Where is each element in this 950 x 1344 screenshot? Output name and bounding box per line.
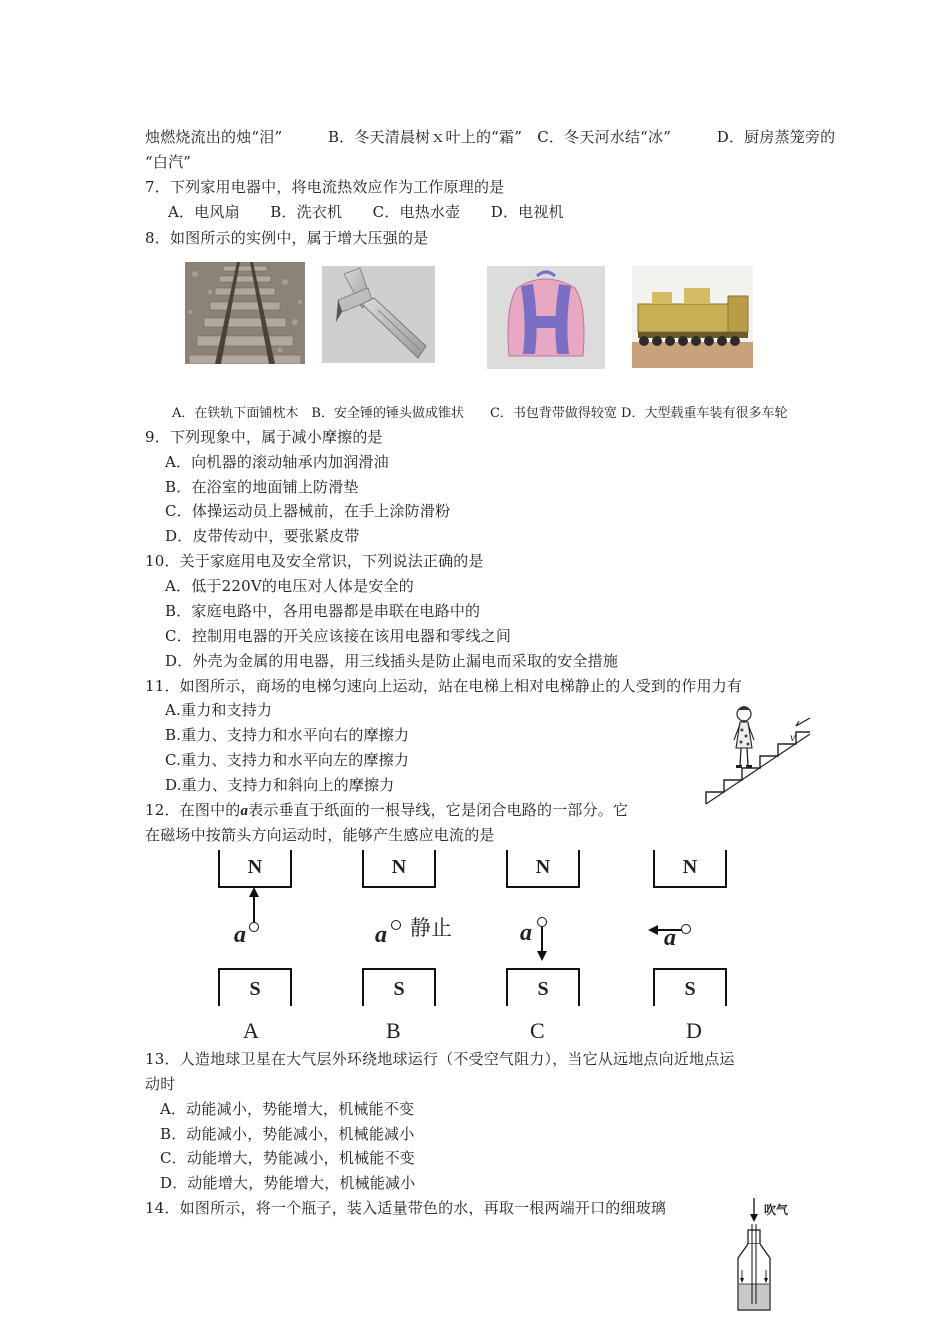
q7-stem: 7．下列家用电器中，将电流热效应作为工作原理的是	[145, 178, 505, 196]
q6-options-line-cont: “白汽”	[145, 153, 192, 171]
q12-b-wire-label: a	[375, 922, 387, 948]
q12-b-wire-circle	[391, 920, 401, 930]
q7-options: A．电风扇 B．洗衣机 C．电热水壶 D．电视机	[168, 203, 564, 221]
q9-option-c: C．体操运动员上器械前，在手上涂防滑粉	[165, 502, 451, 520]
q12-c-wire-circle	[537, 917, 547, 927]
q12-c-arrow-down	[534, 927, 550, 963]
q12-a-magnet-n	[218, 850, 292, 888]
q8-image-backpack	[487, 266, 605, 369]
q12-label-c: C	[530, 1018, 545, 1043]
q8-image-rail-track	[185, 262, 305, 364]
q11-option-a: A.重力和支持力	[165, 701, 273, 719]
q12-a-wire-circle	[249, 922, 259, 932]
q12-c-pole-s: S	[537, 978, 549, 1000]
q9-stem: 9．下列现象中，属于减小摩擦的是	[145, 428, 383, 446]
q11-figure-escalator	[700, 700, 815, 808]
q12-d-wire-label: a	[664, 925, 676, 951]
q12-label-b: B	[386, 1018, 401, 1043]
q13-option-d: D．动能增大，势能增大，机械能减小	[160, 1174, 416, 1192]
q12-d-magnet-s	[653, 968, 727, 1006]
q12-label-a: A	[243, 1018, 259, 1043]
q12-stem-line1	[145, 800, 628, 821]
q12-stem-line2: 在磁场中按箭头方向运动时，能够产生感应电流的是	[145, 826, 495, 844]
q10-stem: 10．关于家庭用电及安全常识，下列说法正确的是	[145, 552, 484, 570]
q12-a-arrow-up	[246, 887, 262, 927]
q6-options-line: 烛燃烧流出的烛“泪” B．冬天清晨树ｘ叶上的“霜” C．冬天河水结“冰” D．厨房蒸笼旁的	[145, 128, 836, 146]
q14-blow-label: 吹气	[764, 1203, 789, 1217]
q10-option-d: D．外壳为金属的用电器，用三线插头是防止漏电而采取的安全措施	[165, 652, 619, 670]
q12-a-pole-n: N	[247, 856, 263, 878]
q12-a-magnet-s	[218, 968, 292, 1006]
q12-d-pole-s: S	[684, 978, 696, 1000]
q9-option-d: D．皮带传动中，要张紧皮带	[165, 527, 360, 545]
q12-label-d: D	[686, 1018, 702, 1043]
q11-option-d: D.重力、支持力和斜向上的摩擦力	[165, 776, 395, 794]
q13-option-c: C．动能增大，势能减小，机械能不变	[160, 1149, 415, 1167]
q13-option-b: B．动能减小，势能减小，机械能减小	[160, 1125, 415, 1143]
q12-c-magnet-s	[506, 968, 580, 1006]
q13-stem-line2: 动时	[145, 1075, 176, 1093]
q12-stem-part2: 表示垂直于纸面的一根导线，它是闭合电路的一部分。它	[248, 801, 629, 819]
q11-option-c: C.重力、支持力和水平向左的摩擦力	[165, 751, 410, 769]
q12-a-wire-label: a	[234, 922, 246, 948]
q8-image-safety-hammer	[322, 266, 435, 363]
q12-c-wire-label: a	[520, 920, 532, 946]
q12-b-pole-s: S	[393, 978, 405, 1000]
q14-stem: 14．如图所示，将一个瓶子，装入适量带色的水，再取一根两端开口的细玻璃	[145, 1199, 667, 1217]
q8-captions: A．在铁轨下面铺枕木 B．安全锤的锤头做成锥状 C．书包背带做得较宽 D．大型载重车装有很多车轮	[172, 406, 788, 421]
q10-option-c: C．控制用电器的开关应该接在该用电器和零线之间	[165, 627, 512, 645]
q12-d-pole-n: N	[682, 856, 698, 878]
q13-stem-line1: 13．人造地球卫星在大气层外环绕地球运行（不受空气阻力），当它从远地点向近地点运	[145, 1050, 735, 1068]
q12-stem-wire: a	[240, 803, 249, 819]
q13-option-a: A．动能减小，势能增大，机械能不变	[160, 1100, 415, 1118]
q12-b-magnet-n	[362, 850, 436, 888]
q9-option-b: B．在浴室的地面铺上防滑垫	[165, 478, 359, 496]
q12-d-magnet-n	[653, 850, 727, 888]
q12-d-wire-circle	[681, 924, 691, 934]
q12-a-pole-s: S	[249, 978, 261, 1000]
q12-stem-part1: 12．在图中的	[145, 801, 241, 819]
q12-c-pole-n: N	[535, 856, 551, 878]
q8-stem: 8．如图所示的实例中，属于增大压强的是	[145, 229, 429, 247]
q11-stem: 11．如图所示，商场的电梯匀速向上运动，站在电梯上相对电梯静止的人受到的作用力有	[145, 677, 743, 695]
q11-velocity-label: v	[790, 730, 796, 744]
q10-option-a: A．低于220V的电压对人体是安全的	[165, 577, 414, 595]
q12-b-still-label: 静止	[410, 916, 452, 940]
q12-b-magnet-s	[362, 968, 436, 1006]
q9-option-a: A．向机器的滚动轴承内加润滑油	[165, 453, 389, 471]
q10-option-b: B．家庭电路中，各用电器都是串联在电路中的	[165, 602, 481, 620]
q11-option-b: B.重力、支持力和水平向右的摩擦力	[165, 726, 410, 744]
q8-image-heavy-truck	[632, 266, 753, 368]
q12-c-magnet-n	[506, 850, 580, 888]
q12-b-pole-n: N	[391, 856, 407, 878]
